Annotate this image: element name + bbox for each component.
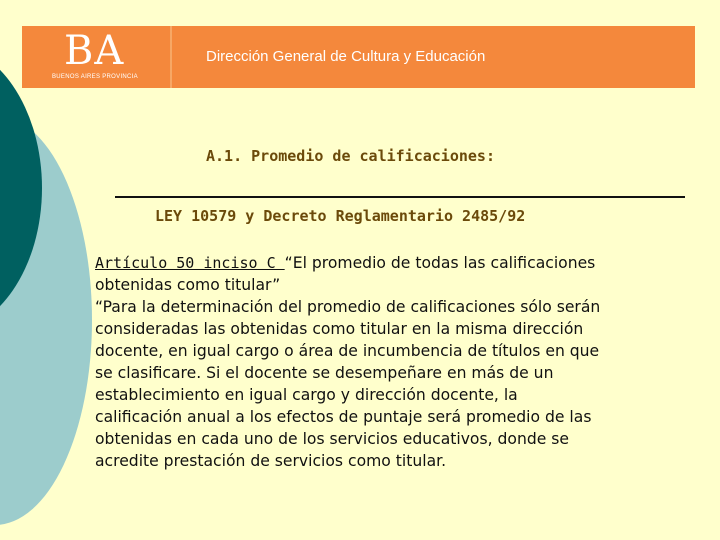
article-line: acredite prestación de servicios como titular. xyxy=(95,452,447,470)
divider-line xyxy=(115,196,685,198)
logo-letters: BA xyxy=(64,28,125,74)
article-line: docente, en igual cargo o área de incumbencia de títulos en que xyxy=(95,342,600,360)
article-line: establecimiento en igual cargo y dirección docente, la xyxy=(95,386,518,404)
section-title: A.1. Promedio de calificaciones: xyxy=(206,147,495,165)
article-line: obtenidas como titular” xyxy=(95,276,281,294)
banner-title: Dirección General de Cultura y Educación xyxy=(206,48,486,65)
article-line: “Para la determinación del promedio de calificaciones sólo serán xyxy=(95,298,601,316)
article-line: se clasificare. Si el docente se desempeñare en más de un xyxy=(95,364,554,382)
law-reference: LEY 10579 y Decreto Reglamentario 2485/92 xyxy=(155,207,526,225)
header-banner xyxy=(22,26,695,88)
logo-subtitle: BUENOS AIRES PROVINCIA xyxy=(52,74,138,80)
article-reference: Artículo 50 inciso C xyxy=(95,254,285,272)
article-first-line xyxy=(95,252,695,274)
article-line: “El promedio de todas las calificaciones xyxy=(284,254,596,272)
article-body xyxy=(95,252,695,472)
ba-logo xyxy=(22,26,172,88)
article-line: obtenidas en cada uno de los servicios educativos, donde se xyxy=(95,430,570,448)
article-line: calificación anual a los efectos de puntaje será promedio de las xyxy=(95,408,592,426)
article-line: consideradas las obtenidas como titular en la misma dirección xyxy=(95,320,584,338)
